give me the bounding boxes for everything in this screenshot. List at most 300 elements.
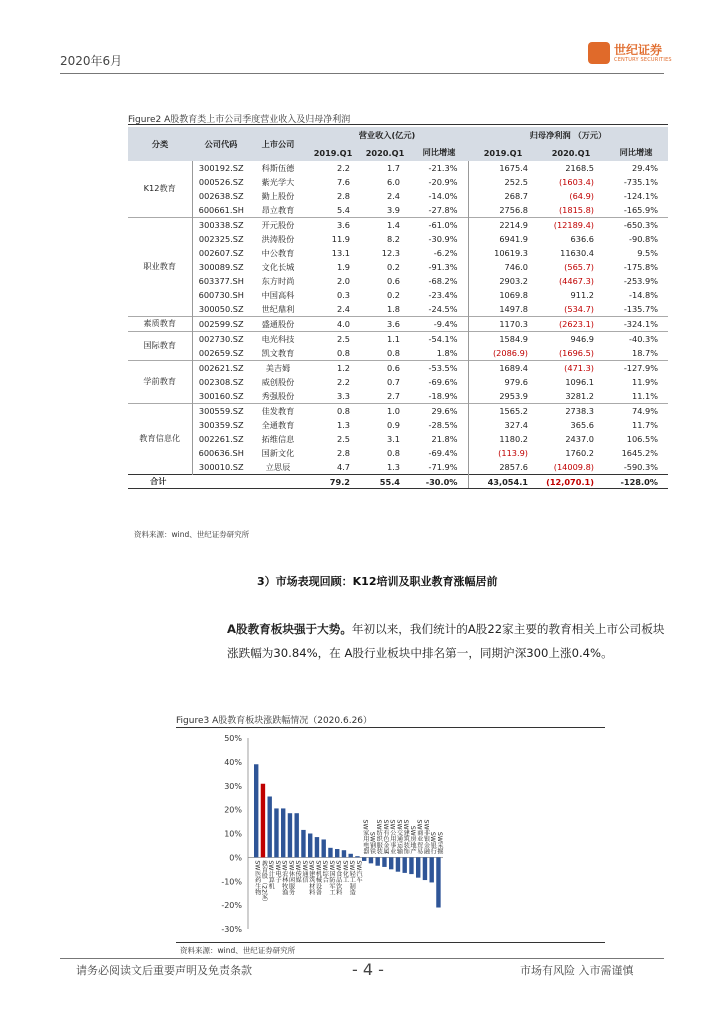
company-cell: 东方时尚 <box>261 275 295 286</box>
profit-yoy-cell: -14.8% <box>629 290 658 300</box>
code-cell: 300359.SZ <box>192 418 250 432</box>
profit-yoy-cell: -650.3% <box>604 218 668 233</box>
company-cell: 凯文教育 <box>261 347 295 358</box>
rev-2019q1-cell: 2.2 <box>336 377 350 387</box>
x-category-label: SW有色金属 <box>381 819 389 855</box>
profit-yoy-cell: 106.5% <box>626 434 658 444</box>
profit-yoy-cell: -124.1% <box>623 191 658 201</box>
header-code: 公司代码 <box>192 127 250 161</box>
company-logo <box>588 42 672 64</box>
rev-2020q1-cell: 2.4 <box>386 191 400 201</box>
rev-yoy-cell: -30.9% <box>428 234 458 244</box>
x-category-label: SW公用事业 <box>388 819 396 855</box>
code-cell: 002621.SZ <box>192 361 250 376</box>
profit-2020q1-cell: 365.6 <box>570 420 594 430</box>
x-category-label: SW采掘 <box>435 831 443 855</box>
profit-2020q1-cell: 1760.2 <box>565 448 594 458</box>
profit-2020q1-cell: 3281.2 <box>565 391 594 401</box>
x-category-label: SW化工 <box>341 860 349 883</box>
figure3-top-rule <box>176 727 605 728</box>
profit-2019q1-cell: 1170.3 <box>468 317 538 332</box>
bar <box>430 857 434 882</box>
code-cell: 002607.SZ <box>192 246 250 260</box>
profit-yoy-cell: -40.3% <box>604 332 668 347</box>
bar <box>335 849 339 857</box>
x-category-label: SW通信 <box>300 860 308 883</box>
rev-2019q1-cell: 4.0 <box>306 317 360 332</box>
rev-2020q1-cell: 12.3 <box>381 248 400 258</box>
company-cell: 勤上股份 <box>261 190 295 201</box>
rev-yoy-cell: -24.5% <box>428 304 458 314</box>
profit-2020q1-cell: (534.7) <box>564 304 594 314</box>
profit-2019q1-cell: 2756.8 <box>468 203 538 218</box>
x-category-label: SW电子 <box>273 860 281 883</box>
x-category-label: SW食品饮料 <box>334 860 342 896</box>
profit-yoy-cell: 9.5% <box>637 248 658 258</box>
table-row <box>128 161 668 175</box>
rev-2019q1-cell: 2.2 <box>336 163 350 173</box>
bar <box>396 857 400 871</box>
code-cell: 002659.SZ <box>192 346 250 361</box>
code-cell: 000526.SZ <box>192 175 250 189</box>
table-row <box>128 302 668 317</box>
company-cell: 昂立教育 <box>261 204 295 215</box>
rev-2020q1-cell: 0.6 <box>386 276 400 286</box>
profit-2020q1-cell: (1603.4) <box>558 177 594 187</box>
bar <box>254 764 258 857</box>
profit-yoy-cell: -735.1% <box>623 177 658 187</box>
code-cell: 002730.SZ <box>192 332 250 347</box>
profit-yoy-cell: 11.1% <box>631 391 658 401</box>
table-row <box>128 460 668 475</box>
rev-yoy-cell: -18.9% <box>428 391 458 401</box>
rev-2019q1-cell: 7.6 <box>336 177 350 187</box>
profit-yoy-cell: -324.1% <box>604 317 668 332</box>
y-tick-label: -30% <box>221 925 242 934</box>
profit-yoy-cell: 11.7% <box>631 420 658 430</box>
category-cell: 职业教育 <box>128 218 192 317</box>
table-row <box>128 203 668 218</box>
footer-risk-note: 市场有风险 入市需谨慎 <box>520 964 634 977</box>
logo-mark-icon <box>588 42 610 64</box>
y-tick-label: -10% <box>221 877 242 887</box>
rev-2019q1-cell: 3.3 <box>336 391 350 401</box>
code-cell: 002599.SZ <box>192 317 250 332</box>
table-row <box>128 189 668 203</box>
profit-2019q1-cell: (2086.9) <box>468 346 538 361</box>
rev-2020q1-cell: 3.6 <box>360 317 410 332</box>
profit-2020q1-cell: 2437.0 <box>565 434 594 444</box>
rev-2019q1-cell: 0.8 <box>336 348 350 358</box>
rev-yoy-cell: -53.5% <box>410 361 468 376</box>
x-category-label: SW家用电器 <box>361 819 369 855</box>
table-body <box>128 161 668 489</box>
code-cell: 603377.SH <box>192 274 250 288</box>
profit-yoy-cell: 29.4% <box>631 163 658 173</box>
bar <box>295 813 299 857</box>
rev-2020q1-cell: 1.1 <box>360 332 410 347</box>
y-tick-label: -20% <box>221 901 242 911</box>
code-cell: 300160.SZ <box>192 389 250 404</box>
header-company: 上市公司 <box>250 127 306 161</box>
code-cell: 300050.SZ <box>192 302 250 317</box>
bar <box>328 848 332 858</box>
paragraph-lead: A股教育板块强于大势。 <box>227 622 352 636</box>
section-heading: 3）市场表现回顾：K12培训及职业教育涨幅居前 <box>257 575 498 588</box>
company-cell: 美吉姆 <box>250 361 306 376</box>
rev-2019q1-cell: 2.8 <box>336 191 350 201</box>
profit-2019q1-cell: 10619.3 <box>468 246 538 260</box>
rev-2020q1-cell: 0.8 <box>386 348 400 358</box>
rev-2019q1-cell: 2.5 <box>306 332 360 347</box>
rev-2020q1-cell: 1.8 <box>386 304 400 314</box>
profit-2020q1-cell: 636.6 <box>570 234 594 244</box>
bar <box>403 857 407 873</box>
company-cell: 科斯伍德 <box>261 162 295 173</box>
table-row <box>128 288 668 302</box>
profit-2020q1-cell: (14009.8) <box>553 462 594 472</box>
rev-yoy-cell: -14.0% <box>428 191 458 201</box>
profit-2019q1-cell: 746.0 <box>468 260 538 274</box>
rev-2020q1-cell: 1.4 <box>360 218 410 233</box>
figure3-title: Figure3 A股教育板块涨跌幅情况（2020.6.26） <box>176 716 373 726</box>
rev-2019q1-cell: 0.8 <box>306 404 360 419</box>
table-header <box>128 127 668 161</box>
table-row <box>128 389 668 404</box>
bar <box>322 839 326 857</box>
bar <box>376 857 380 865</box>
x-category-label: SW建筑材料 <box>307 860 315 896</box>
header-profit-2020q1: 2020.Q1 <box>538 144 604 161</box>
rev-2020q1-cell: 6.0 <box>386 177 400 187</box>
rev-2019q1-cell: 4.7 <box>336 462 350 472</box>
rev-2020q1-cell: 3.1 <box>386 434 400 444</box>
rev-yoy-cell: -28.5% <box>428 420 458 430</box>
rev-2020q1-cell: 0.6 <box>360 361 410 376</box>
profit-2020q1-cell: (565.7) <box>564 262 594 272</box>
page-number: - 4 - <box>352 960 384 979</box>
total-value-cell: -128.0% <box>604 475 668 489</box>
y-tick-label: 30% <box>224 781 242 791</box>
profit-2020q1-cell: (12189.4) <box>538 218 604 233</box>
rev-2019q1-cell: 2.5 <box>336 434 350 444</box>
x-category-label: SW非银金融 <box>422 819 430 855</box>
profit-2020q1-cell: (1815.8) <box>558 205 594 215</box>
x-category-label: 教育股（22家） <box>260 860 268 906</box>
category-cell: 素质教育 <box>128 317 192 332</box>
profit-yoy-cell: -165.9% <box>623 205 658 215</box>
profit-yoy-cell: 74.9% <box>604 404 668 419</box>
rev-2020q1-cell: 0.7 <box>386 377 400 387</box>
header-rev-2020q1: 2020.Q1 <box>360 144 410 161</box>
y-tick-label: 50% <box>224 734 242 743</box>
header-revenue-group: 营业收入(亿元) <box>306 127 468 144</box>
header-divider <box>60 73 664 74</box>
total-value-cell: 55.4 <box>360 475 410 489</box>
footer-divider <box>60 958 664 959</box>
profit-2019q1-cell: 1565.2 <box>468 404 538 419</box>
company-cell: 洪涛股份 <box>261 233 295 244</box>
rev-yoy-cell: -68.2% <box>428 276 458 286</box>
profit-2019q1-cell: 6941.9 <box>468 232 538 246</box>
table-row <box>128 361 668 376</box>
profit-2019q1-cell: 1180.2 <box>468 432 538 446</box>
company-cell: 文化长城 <box>261 261 295 272</box>
rev-yoy-cell: 1.8% <box>436 348 458 358</box>
profit-yoy-cell: -590.3% <box>623 462 658 472</box>
code-cell: 600636.SH <box>192 446 250 460</box>
code-cell: 300089.SZ <box>192 260 250 274</box>
x-category-label: SW综合 <box>321 860 329 883</box>
bar <box>416 857 420 877</box>
company-cell: 国新文化 <box>261 447 295 458</box>
company-cell: 立思辰 <box>265 461 291 472</box>
profit-2019q1-cell: 1069.8 <box>468 288 538 302</box>
table-row <box>128 332 668 347</box>
rev-2019q1-cell: 1.9 <box>336 262 350 272</box>
profit-2019q1-cell: 2214.9 <box>468 218 538 233</box>
header-category: 分类 <box>128 127 192 161</box>
table-row <box>128 274 668 288</box>
bar <box>436 857 440 907</box>
y-tick-label: 40% <box>224 757 242 767</box>
rev-2020q1-cell: 2.7 <box>386 391 400 401</box>
bar <box>409 857 413 874</box>
x-category-label: SW钢铁 <box>368 831 376 855</box>
rev-2020q1-cell: 1.7 <box>386 163 400 173</box>
rev-2020q1-cell: 8.2 <box>386 234 400 244</box>
rev-yoy-cell: -69.6% <box>428 377 458 387</box>
profit-2020q1-cell: (64.9) <box>569 191 594 201</box>
y-tick-label: 10% <box>224 829 242 839</box>
x-category-label: SW汽车 <box>354 860 362 883</box>
bar <box>369 857 373 863</box>
company-cell: 中国高科 <box>261 289 295 300</box>
profit-yoy-cell: 1645.2% <box>621 448 658 458</box>
profit-2020q1-cell: 911.2 <box>570 290 594 300</box>
code-cell: 300010.SZ <box>192 460 250 475</box>
company-cell: 开元股份 <box>250 218 306 233</box>
profit-2019q1-cell: 252.5 <box>468 175 538 189</box>
rev-2020q1-cell: 1.0 <box>360 404 410 419</box>
x-category-label: SW计算机 <box>267 860 275 890</box>
code-cell: 300338.SZ <box>192 218 250 233</box>
rev-yoy-cell: -21.3% <box>428 163 458 173</box>
code-cell: 002638.SZ <box>192 189 250 203</box>
rev-yoy-cell: -23.4% <box>428 290 458 300</box>
header-profit-yoy: 同比增速 <box>604 144 668 161</box>
company-cell: 紫光学大 <box>261 176 295 187</box>
profit-2019q1-cell: 1497.8 <box>468 302 538 317</box>
bar <box>362 857 366 861</box>
profit-2019q1-cell: 979.6 <box>468 375 538 389</box>
rev-yoy-cell: -91.3% <box>428 262 458 272</box>
header-rev-2019q1: 2019.Q1 <box>306 144 360 161</box>
logo-name-en: CENTURY SECURITIES <box>614 56 672 63</box>
table-row <box>128 317 668 332</box>
profit-2020q1-cell: (471.3) <box>538 361 604 376</box>
bar <box>423 857 427 880</box>
company-cell: 全通教育 <box>261 419 295 430</box>
bar <box>349 854 353 858</box>
profit-2020q1-cell: (2623.1) <box>538 317 604 332</box>
rev-yoy-cell: -20.9% <box>428 177 458 187</box>
company-cell: 威创股份 <box>261 376 295 387</box>
profit-yoy-cell: 11.9% <box>631 377 658 387</box>
rev-2020q1-cell: 0.2 <box>386 262 400 272</box>
table-row <box>128 418 668 432</box>
profit-2019q1-cell: 1675.4 <box>468 161 538 175</box>
x-category-label: SW银行 <box>429 831 437 855</box>
profit-2020q1-cell: 946.9 <box>538 332 604 347</box>
profit-yoy-cell: -90.8% <box>629 234 658 244</box>
bar <box>268 796 272 857</box>
x-category-label: SW机械设备 <box>314 860 322 896</box>
figure2-top-rule <box>128 124 668 125</box>
rev-2019q1-cell: 2.0 <box>336 276 350 286</box>
rev-2019q1-cell: 11.9 <box>331 234 350 244</box>
rev-2019q1-cell: 2.8 <box>336 448 350 458</box>
report-date: 2020年6月 <box>60 54 123 68</box>
category-cell: K12教育 <box>143 183 176 194</box>
profit-2020q1-cell: (1696.5) <box>558 348 594 358</box>
profit-yoy-cell: -253.9% <box>623 276 658 286</box>
rev-yoy-cell: -69.4% <box>428 448 458 458</box>
rev-2019q1-cell: 1.3 <box>336 420 350 430</box>
total-value-cell: (12,070.1) <box>538 475 604 489</box>
bar <box>342 850 346 857</box>
company-cell: 盛通股份 <box>250 317 306 332</box>
x-category-label: SW医药生物 <box>253 860 261 896</box>
header-profit-group: 归母净利润 （万元） <box>468 127 668 144</box>
code-cell: 002325.SZ <box>192 232 250 246</box>
profit-yoy-cell: -127.9% <box>604 361 668 376</box>
table-row <box>128 232 668 246</box>
company-cell: 佳发教育 <box>250 404 306 419</box>
code-cell: 002261.SZ <box>192 432 250 446</box>
rev-2020q1-cell: 0.9 <box>386 420 400 430</box>
rev-yoy-cell: -54.1% <box>410 332 468 347</box>
header-rev-yoy: 同比增速 <box>410 144 468 161</box>
total-value-cell: -30.0% <box>410 475 468 489</box>
rev-2019q1-cell: 3.6 <box>306 218 360 233</box>
bar <box>288 813 292 857</box>
profit-2019q1-cell: 2953.9 <box>468 389 538 404</box>
company-cell: 中公教育 <box>261 247 295 258</box>
paragraph-text: 年初以来，我们统计的A股22家主要的教育相关上市公司板块涨跌幅为30.84%，在 A股行业板块中排名第一，同期沪深300上涨0.4%。 <box>227 622 665 660</box>
profit-2019q1-cell: 327.4 <box>468 418 538 432</box>
table-row <box>128 218 668 233</box>
profit-2020q1-cell: 1096.1 <box>565 377 594 387</box>
category-cell: 教育信息化 <box>128 404 192 475</box>
total-row <box>128 475 668 489</box>
profit-2019q1-cell: 2857.6 <box>468 460 538 475</box>
profit-2019q1-cell: 1584.9 <box>468 332 538 347</box>
rev-2019q1-cell: 0.3 <box>336 290 350 300</box>
rev-yoy-cell: 29.6% <box>410 404 468 419</box>
y-tick-label: 20% <box>224 805 242 815</box>
education-financials-table <box>128 127 668 489</box>
company-cell: 秀强股份 <box>261 390 295 401</box>
body-paragraph <box>227 617 667 665</box>
x-category-label: SW建筑装饰 <box>402 819 410 855</box>
rev-2019q1-cell: 2.4 <box>336 304 350 314</box>
rev-yoy-cell: -6.2% <box>433 248 458 258</box>
rev-yoy-cell: -9.4% <box>410 317 468 332</box>
rev-2020q1-cell: 3.9 <box>386 205 400 215</box>
total-label: 合计 <box>128 475 306 489</box>
bar <box>308 834 312 858</box>
x-category-label: SW农林牧渔 <box>280 860 288 896</box>
profit-2019q1-cell: 1689.4 <box>468 361 538 376</box>
bar <box>281 808 285 857</box>
rev-yoy-cell: -61.0% <box>410 218 468 233</box>
table-row <box>128 175 668 189</box>
rev-2020q1-cell: 1.3 <box>386 462 400 472</box>
rev-2019q1-cell: 5.4 <box>336 205 350 215</box>
rev-2019q1-cell: 1.2 <box>306 361 360 376</box>
profit-2020q1-cell: 11630.4 <box>560 248 594 258</box>
bar <box>382 857 386 867</box>
code-cell: 600661.SH <box>192 203 250 218</box>
profit-2019q1-cell: 2903.2 <box>468 274 538 288</box>
code-cell: 300559.SZ <box>192 404 250 419</box>
total-value-cell: 79.2 <box>306 475 360 489</box>
figure3-source: 资料来源：wind、世纪证券研究所 <box>180 946 296 955</box>
company-cell: 电光科技 <box>250 332 306 347</box>
table-row <box>128 246 668 260</box>
x-category-label: SW商业贸易 <box>415 819 423 855</box>
profit-2020q1-cell: 2168.5 <box>565 163 594 173</box>
chart-svg <box>176 731 605 940</box>
table-row <box>128 446 668 460</box>
code-cell: 002308.SZ <box>192 375 250 389</box>
x-category-label: SW纺织服装 <box>375 819 383 855</box>
bar <box>301 830 305 857</box>
rev-yoy-cell: 21.8% <box>431 434 458 444</box>
bar <box>274 808 278 857</box>
rev-2020q1-cell: 0.8 <box>386 448 400 458</box>
profit-2020q1-cell: 2738.3 <box>538 404 604 419</box>
company-cell: 世纪鼎利 <box>261 303 295 314</box>
x-category-label: SW传媒 <box>294 860 302 883</box>
profit-2019q1-cell: 268.7 <box>468 189 538 203</box>
figure2-title: Figure2 A股教育类上市公司季度营业收入及归母净利润 <box>128 115 351 125</box>
x-category-label: SW国防军工 <box>327 860 335 896</box>
table-row <box>128 260 668 274</box>
rev-yoy-cell: -71.9% <box>428 462 458 472</box>
bar <box>355 856 359 857</box>
logo-name-cn: 世纪证券 <box>614 42 663 57</box>
x-category-label: SW休闲服务 <box>287 860 295 896</box>
table-row <box>128 432 668 446</box>
sector-performance-chart <box>176 731 605 940</box>
profit-yoy-cell: 18.7% <box>631 348 658 358</box>
profit-2019q1-cell: (113.9) <box>468 446 538 460</box>
code-cell: 300192.SZ <box>192 161 250 175</box>
y-tick-label: 0% <box>229 853 242 863</box>
x-category-label: SW交通运输 <box>395 819 403 855</box>
footer-disclaimer: 请务必阅读文后重要声明及免责条款 <box>76 964 252 977</box>
category-cell: 国际教育 <box>128 332 192 361</box>
x-category-label: SW轻工制造 <box>348 860 356 896</box>
rev-yoy-cell: -27.8% <box>428 205 458 215</box>
total-value-cell: 43,054.1 <box>468 475 538 489</box>
rev-2020q1-cell: 0.2 <box>386 290 400 300</box>
profit-2020q1-cell: (4467.3) <box>558 276 594 286</box>
x-category-label: SW房地产 <box>408 825 416 855</box>
bar <box>261 784 265 858</box>
